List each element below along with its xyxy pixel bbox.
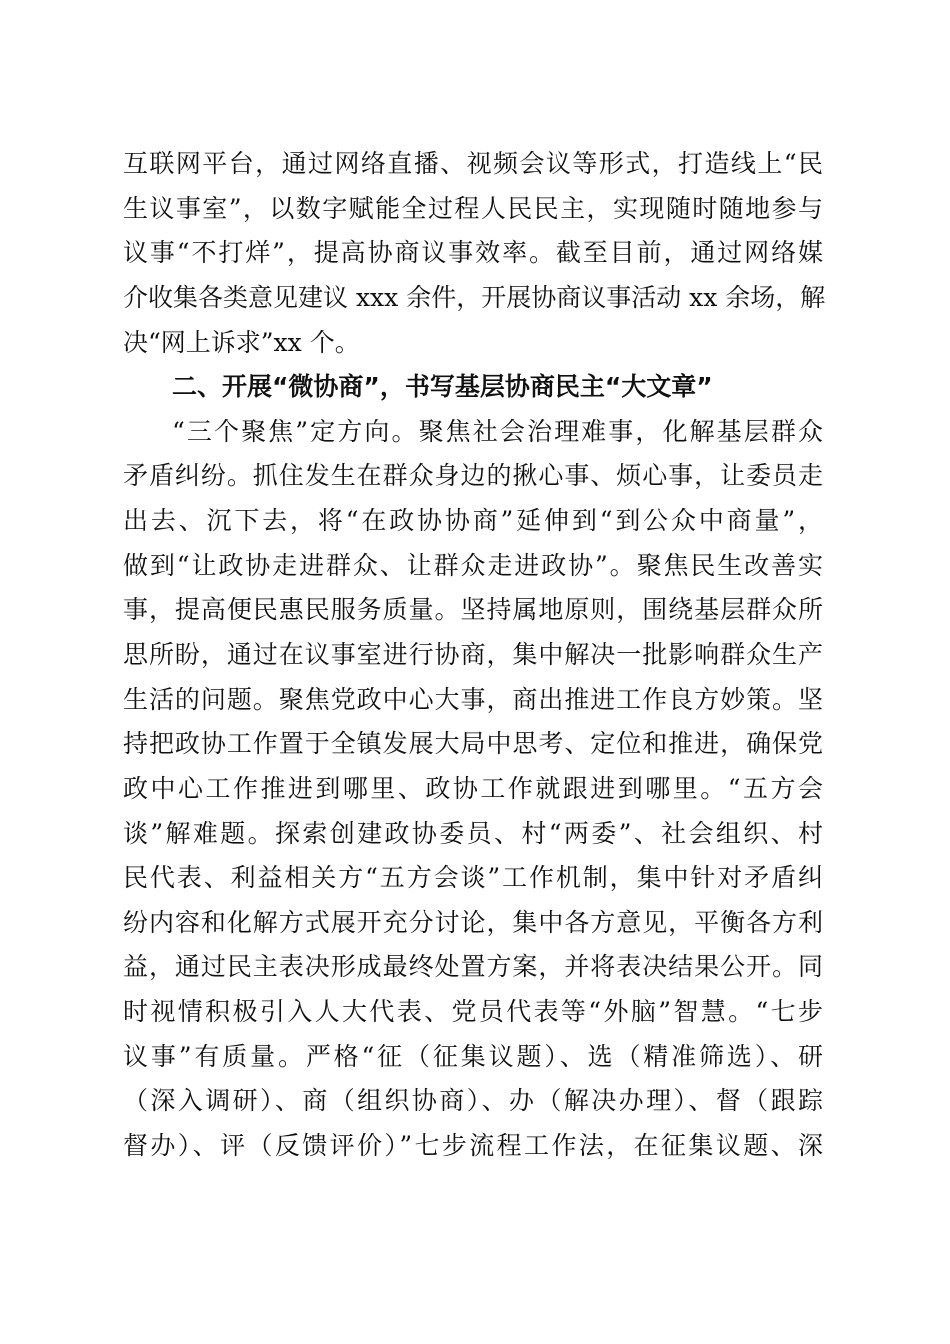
paragraph-2-line-4: 做到“让政协走进群众、让群众走进政协”。聚焦民生改善实: [123, 551, 823, 580]
paragraph-2-line-9: 政中心工作推进到哪里、政协工作就跟进到哪里。“五方会: [123, 774, 823, 803]
paragraph-2-line-12: 纷内容和化解方式展开充分讨论，集中各方意见，平衡各方利: [123, 908, 823, 937]
paragraph-2-line-10: 谈”解难题。探索创建政协委员、村“两委”、社会组织、村: [123, 819, 823, 848]
paragraph-1-line-1: 互联网平台，通过网络直播、视频会议等形式，打造线上“民: [123, 149, 823, 178]
paragraph-2-line-17: 督办）、评（反馈评价）”七步流程工作法，在征集议题、深: [123, 1131, 823, 1160]
paragraph-2-line-15: 议事”有质量。严格“征（征集议题）、选（精准筛选）、研: [123, 1042, 823, 1071]
paragraph-2-line-14: 时视情积极引入人大代表、党员代表等“外脑”智慧。“七步: [123, 997, 823, 1026]
paragraph-2-line-2: 矛盾纠纷。抓住发生在群众身边的揪心事、烦心事，让委员走: [123, 461, 823, 490]
paragraph-2-line-5: 事，提高便民惠民服务质量。坚持属地原则，围绕基层群众所: [123, 595, 823, 624]
paragraph-2-line-6: 思所盼，通过在议事室进行协商，集中解决一批影响群众生产: [123, 640, 823, 669]
paragraph-2-line-11: 民代表、利益相关方“五方会谈”工作机制，集中针对矛盾纠: [123, 863, 823, 892]
paragraph-2-line-7: 生活的问题。聚焦党政中心大事，商出推进工作良方妙策。坚: [123, 685, 823, 714]
paragraph-2-line-16: （深入调研）、商（组织协商）、办（解决办理）、督（跟踪: [123, 1086, 823, 1115]
paragraph-2-line-8: 持把政协工作置于全镇发展大局中思考、定位和推进，确保党: [123, 729, 823, 758]
paragraph-2-line-1: “三个聚焦”定方向。聚焦社会治理难事，化解基层群众: [172, 417, 823, 446]
paragraph-2-line-13: 益，通过民主表决形成最终处置方案，并将表决结果公开。同: [123, 952, 823, 981]
paragraph-1-line-5: 决“网上诉求”xx 个。: [123, 328, 360, 357]
section-heading-2: 二、开展“微协商”，书写基层协商民主“大文章”: [172, 372, 713, 401]
paragraph-1-line-3: 议事“不打烊”，提高协商议事效率。截至目前，通过网络媒: [123, 238, 823, 267]
paragraph-1-line-2: 生议事室”，以数字赋能全过程人民民主，实现随时随地参与: [123, 194, 823, 223]
paragraph-2-line-3: 出去、沉下去，将“在政协协商”延伸到“到公众中商量”，: [123, 506, 823, 535]
paragraph-1-line-4: 介收集各类意见建议 xxx 余件，开展协商议事活动 xx 余场，解: [123, 283, 826, 312]
